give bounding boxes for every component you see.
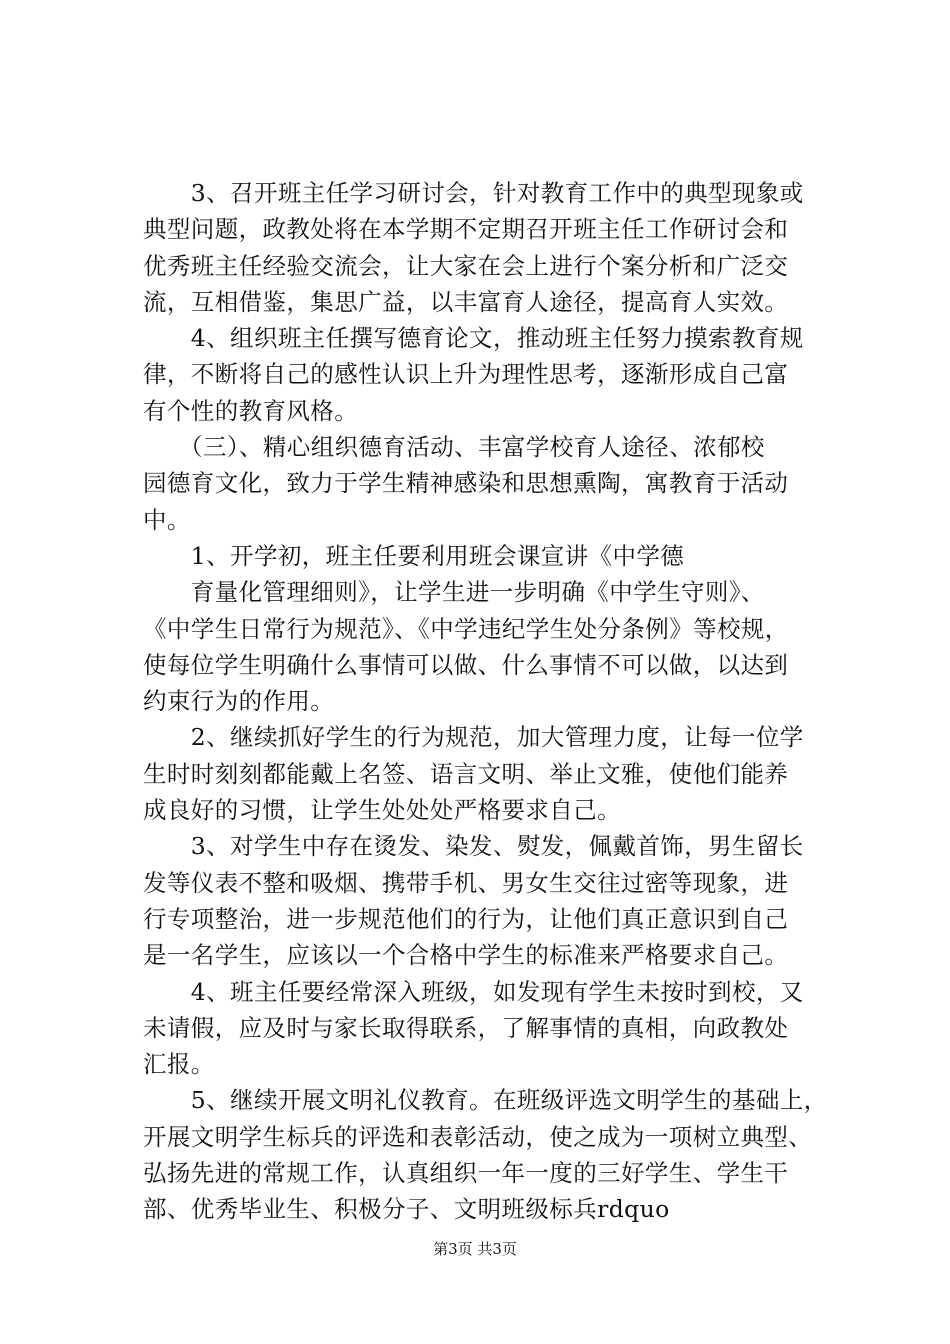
page-footer: 第3页 共3页	[433, 1240, 517, 1258]
text-line: 流，互相借鉴，集思广益，以丰富育人途径，提高育人实效。	[143, 287, 789, 316]
text-line: 生时时刻刻都能戴上名签、语言文明、举止文雅，使他们能养	[143, 759, 789, 788]
text-line: 1、开学初，班主任要利用班会课宣讲《中学德	[143, 541, 685, 570]
text-line: 中。	[143, 505, 191, 534]
text-line: 是一名学生，应该以一个合格中学生的标准来严格要求自己。	[143, 941, 789, 970]
text-line: 3、对学生中存在烫发、染发、熨发，佩戴首饰，男生留长	[143, 832, 804, 861]
text-line: 律，不断将自己的感性认识上升为理性思考，逐渐形成自己富	[143, 360, 789, 389]
text-line: 部、优秀毕业生、积极分子、文明班级标兵rdquo	[143, 1195, 670, 1224]
text-line: 约束行为的作用。	[143, 687, 335, 716]
text-line: 典型问题，政教处将在本学期不定期召开班主任工作研讨会和	[143, 215, 789, 244]
text-line: 使每位学生明确什么事情可以做、什么事情不可以做，以达到	[143, 650, 789, 679]
text-line: 开展文明学生标兵的评选和表彰活动，使之成为一项树立典型、	[143, 1122, 813, 1151]
text-line: 5、继续开展文明礼仪教育。在班级评选文明学生的基础上，	[143, 1086, 828, 1115]
text-line: 2、继续抓好学生的行为规范，加大管理力度，让每一位学	[143, 723, 804, 752]
text-line: （三）、精心组织德育活动、丰富学校育人途径、浓郁校	[143, 433, 765, 462]
text-line: 行专项整治，进一步规范他们的行为，让他们真正意识到自己	[143, 904, 789, 933]
text-line: 《中学生日常行为规范》、《中学违纪学生处分条例》等校规，	[143, 614, 789, 643]
text-line: 4、组织班主任撰写德育论文，推动班主任努力摸索教育规	[143, 324, 804, 353]
text-line: 4、班主任要经常深入班级，如发现有学生未按时到校，又	[143, 977, 804, 1006]
text-line: 育量化管理细则》，让学生进一步明确《中学生守则》、	[143, 578, 765, 607]
text-line: 优秀班主任经验交流会，让大家在会上进行个案分析和广泛交	[143, 251, 789, 280]
text-line: 有个性的教育风格。	[143, 396, 359, 425]
text-line: 成良好的习惯，让学生处处处严格要求自己。	[143, 796, 621, 825]
text-line: 3、召开班主任学习研讨会，针对教育工作中的典型现象或	[143, 179, 804, 207]
document-body	[143, 175, 843, 1228]
text-line: 未请假，应及时与家长取得联系，了解事情的真相，向政教处	[143, 1013, 789, 1042]
text-line: 园德育文化，致力于学生精神感染和思想熏陶，寓教育于活动	[143, 469, 789, 498]
text-line: 汇报。	[143, 1050, 215, 1079]
text-line: 弘扬先进的常规工作，认真组织一年一度的三好学生、学生干	[143, 1159, 789, 1188]
text-line: 发等仪表不整和吸烟、携带手机、男女生交往过密等现象，进	[143, 868, 789, 897]
